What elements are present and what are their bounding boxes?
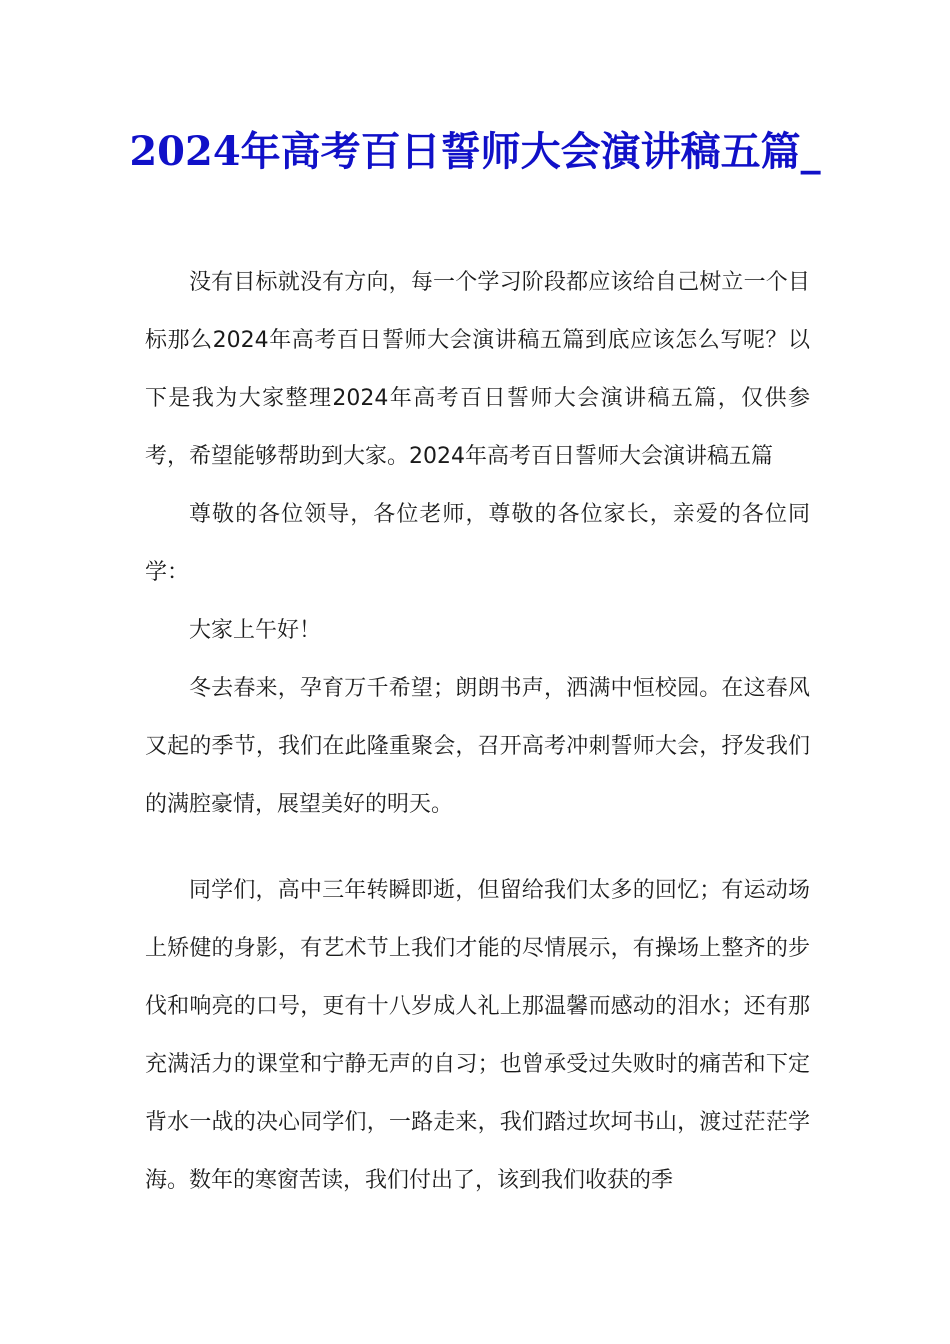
paragraph-salutation: 尊敬的各位领导，各位老师，尊敬的各位家长，亲爱的各位同学： bbox=[145, 502, 810, 585]
document-title: 2024年高考百日誓师大会演讲稿五篇_ bbox=[129, 128, 821, 175]
paragraph-opening: 冬去春来，孕育万千希望；朗朗书声，洒满中恒校园。在这春风又起的季节，我们在此隆重聚会，召开高考冲刺誓师大会，抒发我们的满腔豪情，展望美好的明天。 bbox=[145, 676, 810, 817]
paragraph-intro: 没有目标就没有方向，每一个学习阶段都应该给自己树立一个目标那么2024年高考百日誓师大会演讲稿五篇到底应该怎么写呢？以下是我为大家整理2024年高考百日誓师大会演讲稿五篇，仅供参考，希望能够帮助到大家。2024年高考百日誓师大会演讲稿五篇 bbox=[145, 270, 810, 469]
paragraph-memories: 同学们，高中三年转瞬即逝，但留给我们太多的回忆；有运动场上矫健的身影，有艺术节上我们才能的尽情展示，有操场上整齐的步伐和响亮的口号，更有十八岁成人礼上那温馨而感动的泪水；还有那充满活力的课堂和宁静无声的自习；也曾承受过失败时的痛苦和下定背水一战的决心同学们，一路走来，我们踏过坎坷书山，渡过茫茫学海。数年的寒窗苦读，我们付出了，该到我们收获的季 bbox=[145, 878, 810, 1193]
paragraph-greeting: 大家上午好！ bbox=[189, 618, 322, 643]
